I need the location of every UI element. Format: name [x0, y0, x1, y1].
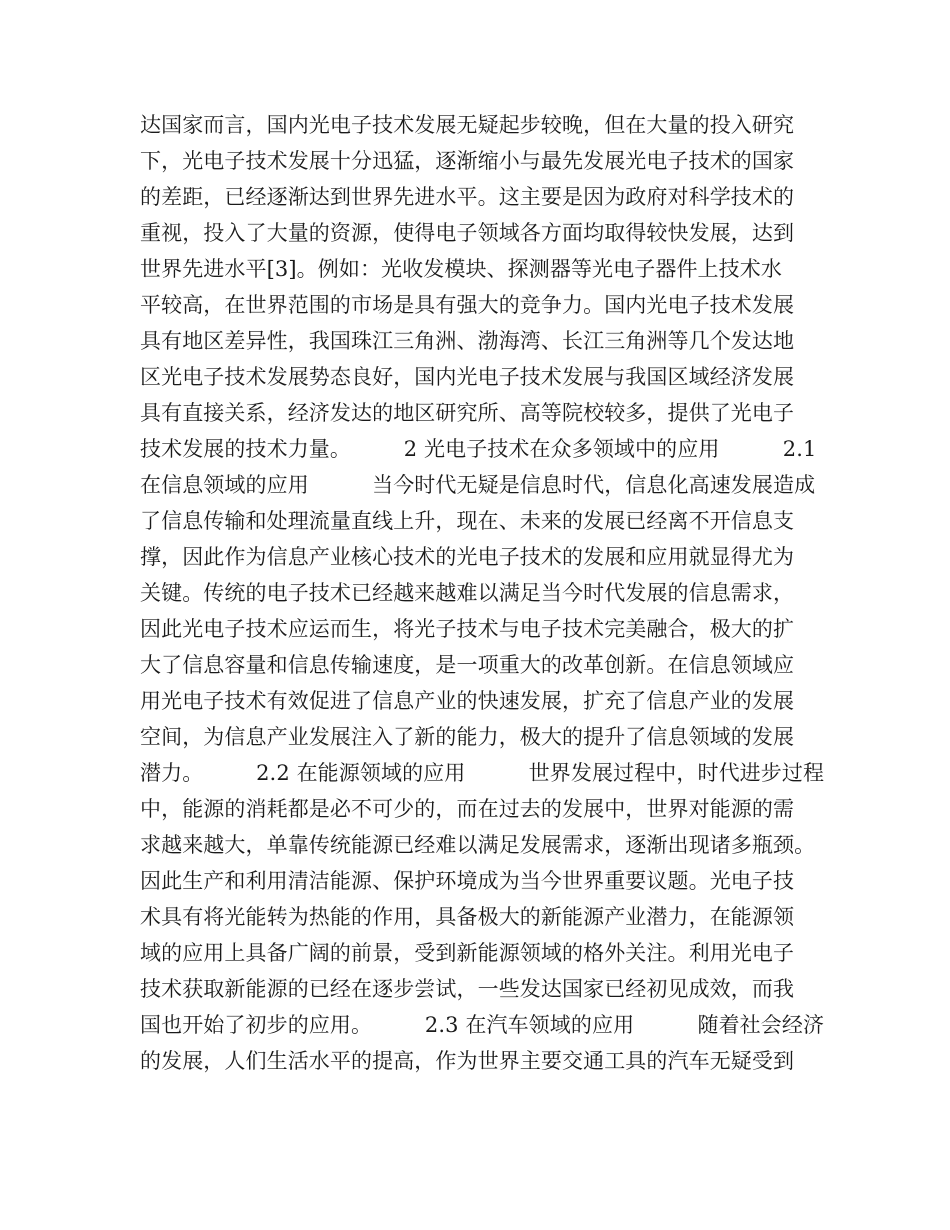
text-line: 国也开始了初步的应用。 2.3 在汽车领域的应用 随着社会经济: [140, 1013, 825, 1037]
text-line: 技术发展的技术力量。 2 光电子技术在众多领域中的应用 2.1: [140, 437, 817, 461]
text-line: 达国家而言，国内光电子技术发展无疑起步较晚，但在大量的投入研究: [140, 113, 795, 137]
text-line: 因此光电子技术应运而生，将光子技术与电子技术完美融合，极大的扩: [140, 617, 795, 641]
text-line: 中，能源的消耗都是必不可少的，而在过去的发展中，世界对能源的需: [140, 797, 795, 821]
text-line: 具有直接关系，经济发达的地区研究所、高等院校较多，提供了光电子: [140, 401, 795, 425]
text-line: 的发展，人们生活水平的提高，作为世界主要交通工具的汽车无疑受到: [140, 1049, 795, 1073]
text-line: 术具有将光能转为热能的作用，具备极大的新能源产业潜力，在能源领: [140, 905, 795, 929]
text-line: 域的应用上具备广阔的前景，受到新能源领域的格外关注。利用光电子: [140, 941, 795, 965]
text-line: 空间，为信息产业发展注入了新的能力，极大的提升了信息领域的发展: [140, 725, 795, 749]
text-line: 关键。传统的电子技术已经越来越难以满足当今时代发展的信息需求，: [140, 581, 795, 605]
text-line: 世界先进水平[3]。例如：光收发模块、探测器等光电子器件上技术水: [140, 257, 782, 281]
body-text: [140, 107, 830, 1079]
text-line: 求越来越大，单靠传统能源已经难以满足发展需求，逐渐出现诸多瓶颈。: [140, 833, 816, 857]
text-line: 因此生产和利用清洁能源、保护环境成为当今世界重要议题。光电子技: [140, 869, 795, 893]
text-line: 潜力。 2.2 在能源领域的应用 世界发展过程中，时代进步过程: [140, 761, 825, 785]
text-line: 下，光电子技术发展十分迅猛，逐渐缩小与最先发展光电子技术的国家: [140, 149, 795, 173]
text-line: 撑，因此作为信息产业核心技术的光电子技术的发展和应用就显得尤为: [140, 545, 795, 569]
text-line: 的差距，已经逐渐达到世界先进水平。这主要是因为政府对科学技术的: [140, 185, 795, 209]
text-line: 平较高，在世界范围的市场是具有强大的竞争力。国内光电子技术发展: [140, 293, 795, 317]
text-line: 大了信息容量和信息传输速度，是一项重大的改革创新。在信息领域应: [140, 653, 795, 677]
text-line: 技术获取新能源的已经在逐步尝试，一些发达国家已经初见成效，而我: [140, 977, 795, 1001]
text-line: 具有地区差异性，我国珠江三角洲、渤海湾、长江三角洲等几个发达地: [140, 329, 795, 353]
text-line: 在信息领域的应用 当今时代无疑是信息时代，信息化高速发展造成: [140, 473, 816, 497]
text-line: 用光电子技术有效促进了信息产业的快速发展，扩充了信息产业的发展: [140, 689, 795, 713]
text-line: 重视，投入了大量的资源，使得电子领域各方面均取得较快发展，达到: [140, 221, 795, 245]
text-line: 了信息传输和处理流量直线上升，现在、未来的发展已经离不开信息支: [140, 509, 795, 533]
text-line: 区光电子技术发展势态良好，国内光电子技术发展与我国区域经济发展: [140, 365, 795, 389]
